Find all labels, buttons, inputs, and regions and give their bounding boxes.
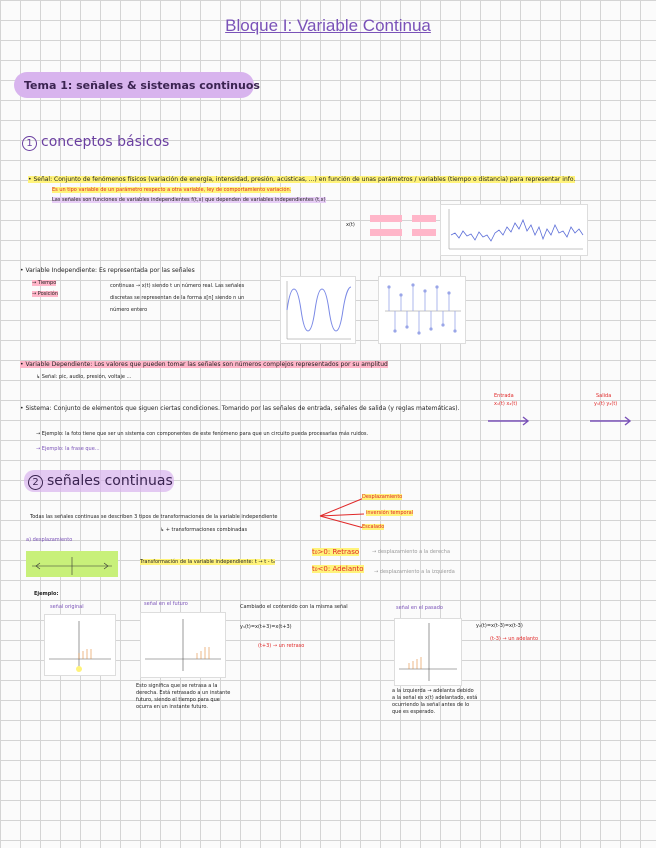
- senal-line-3: [52, 197, 352, 204]
- sc-note: ↳ + transformaciones combinadas: [160, 527, 248, 533]
- signal-label: x(t): [346, 222, 355, 228]
- t2-text: inversión temporal: [366, 510, 414, 516]
- p4-red: (t-3) → un adelanto: [490, 636, 539, 642]
- adelanto: [312, 566, 364, 574]
- noise-plot-svg: [441, 205, 587, 255]
- senal-line-1: • Señal: Conjunto de fenómenos físicos (variación de energía, intensidad, presión, acústicas, ...) en función de unas parámetros / variables (tiempo o distancia) para representar info.: [28, 176, 576, 183]
- t1: [362, 494, 402, 501]
- mini-box-2: [370, 229, 402, 236]
- vind-description: continuas → x(t) siendo t un número real. Las señales discretas se representan de la forma x[n] siendo n un número entero: [110, 283, 245, 313]
- adelanto-text: t₀<0: Adelanto: [312, 565, 364, 573]
- tema-title: Tema 1: señales & sistemas continuos: [24, 79, 260, 92]
- plot-futuro-svg: [141, 613, 225, 677]
- branch-lines: [318, 494, 368, 534]
- transform-text: [140, 559, 275, 566]
- ejemplo-label: Ejemplo:: [34, 591, 59, 597]
- p4-eq: y₂(t)=x(t-3)=x(t-3): [476, 623, 523, 629]
- section-1-number: 1: [22, 136, 37, 151]
- discrete-plot-svg: [379, 277, 465, 343]
- vind-sub-posicion: [32, 291, 58, 298]
- vind-sub-posicion-text: → Posición: [32, 291, 59, 297]
- entrada-label: Entrada: [494, 393, 514, 399]
- sistema-heading: • Sistema: Conjunto de elementos que siguen ciertas condiciones. Tomando por las señales de entrada, señales de salida (y reglas matemáticas).: [20, 405, 460, 412]
- salida-label: Salida: [596, 393, 612, 399]
- sc-intro-text: Todas las señales continuas se describen 3 tipos de transformaciones de la variable independiente: [30, 514, 278, 520]
- vdep-heading: [20, 361, 460, 369]
- section-1-title: conceptos básicos: [41, 134, 170, 150]
- p2-title: señal en el futuro: [144, 601, 188, 607]
- mini-box-4: [412, 229, 436, 236]
- p1-title: señal original: [50, 604, 84, 610]
- plot-original-svg: [45, 615, 115, 675]
- noise-plot: [440, 204, 588, 256]
- desplazamiento-label: a) desplazamiento: [26, 537, 73, 543]
- salida-values: y₁(t) y₂(t): [594, 401, 618, 407]
- vind-sub-tiempo-text: → Tiempo: [32, 280, 57, 286]
- p4-note: a la izquierda → adelanta debido a la señal es x(t) adelantado, está ocurriendo la señal antes de lo que es esperado.: [392, 688, 478, 715]
- p3-red: (t+3) → un retraso: [258, 643, 305, 649]
- p4-title: señal en el pasado: [396, 605, 443, 611]
- sc-intro: [30, 514, 330, 521]
- retraso-note: → desplazamiento a la derecha: [372, 549, 451, 555]
- t2: [366, 510, 413, 517]
- adelanto-note: → desplazamiento a la izquierda: [374, 569, 455, 575]
- plot-pasado: [394, 618, 462, 686]
- p2-note: Esto significa que se retrasa a la derecha. Está retrasado a un instante futuro, siendo el tiempo para que ocurra en un instante futuro.: [136, 683, 231, 710]
- sistema-ejemplo: → Ejemplo: la foto tiene que ser un sistema con componentes de este fenómeno para que un circuito pueda procesarlas más ruidos.: [36, 431, 369, 437]
- desplaz-diagram-svg: [26, 551, 118, 577]
- plot-pasado-svg: [395, 619, 461, 685]
- senal-definition: [28, 176, 588, 184]
- plot-futuro: [140, 612, 226, 678]
- retraso: [312, 549, 359, 557]
- vind-heading: • Variable Independiente: Es representada por las señales: [20, 267, 195, 274]
- section-2-title: señales continuas: [47, 473, 173, 489]
- senal-line-3-text: Las señales son funciones de variables independientes f(t,x) que dependen de variables independientes (t,x): [52, 197, 326, 203]
- mini-box-1: [370, 215, 402, 222]
- t3-text: Escalado: [362, 524, 385, 530]
- transform-text-value: Transformación de la variable independiente: t → t - t₀: [140, 559, 276, 565]
- vdep-heading-text: • Variable Dependiente: Los valores que pueden tomar las señales son números complejos representados por su amplitud: [20, 361, 388, 368]
- plot-original: [44, 614, 116, 676]
- section-2-heading: [28, 473, 173, 490]
- t1-text: Desplazamiento: [362, 494, 403, 500]
- senal-line-2: [52, 187, 352, 194]
- continuous-plot-svg: [281, 277, 355, 343]
- discrete-plot: [378, 276, 466, 344]
- section-2-number: 2: [28, 475, 43, 490]
- vdep-sub: ↳ Señal: pic, audio, presión, voltaje ...: [36, 374, 132, 380]
- section-1-heading: [22, 134, 169, 151]
- desplaz-diagram: [26, 551, 118, 577]
- senal-line-2-text: Es un tipo variable de un parámetro respecto a otra variable, ley de comportamiento variación.: [52, 187, 292, 193]
- continuous-plot: [280, 276, 356, 344]
- vind-sub-tiempo: [32, 280, 56, 287]
- p3-eq: y₁(t)=x(t+3)=x(t+3): [240, 624, 292, 630]
- sistema-ejemplo-2: → Ejemplo: la frase que...: [36, 446, 100, 452]
- system-arrows: [486, 412, 636, 428]
- t3: [362, 524, 384, 531]
- page-title: Bloque I: Variable Continua: [225, 16, 431, 35]
- p3-title: Cambiado el contenido con la misma señal: [240, 604, 348, 610]
- retraso-text: t₀>0: Retraso: [312, 548, 360, 556]
- entrada-values: x₁(t) x₂(t): [494, 401, 518, 407]
- mini-box-3: [412, 215, 436, 222]
